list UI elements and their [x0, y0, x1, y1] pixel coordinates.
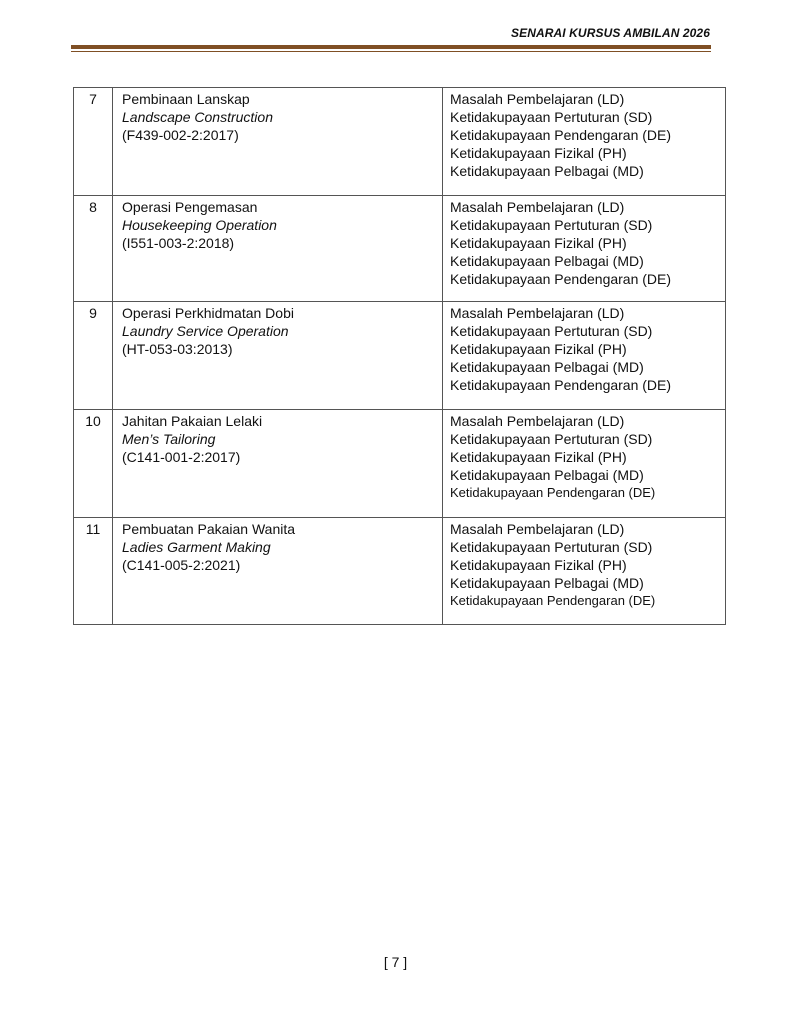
category-item: Masalah Pembelajaran (LD) [450, 413, 625, 429]
category-item: Ketidakupayaan Pelbagai (MD) [450, 253, 644, 269]
course-cell [113, 88, 443, 196]
course-name: Operasi Pengemasan [122, 199, 258, 215]
course-code: (HT-053-03:2013) [122, 341, 233, 357]
course-cell [113, 518, 443, 625]
category-item: Ketidakupayaan Fizikal (PH) [450, 341, 627, 357]
category-item: Masalah Pembelajaran (LD) [450, 199, 625, 215]
category-item: Ketidakupayaan Pelbagai (MD) [450, 467, 644, 483]
category-item: Ketidakupayaan Pelbagai (MD) [450, 359, 644, 375]
category-item: Ketidakupayaan Pendengaran (DE) [450, 593, 656, 608]
category-cell [443, 410, 726, 518]
header-rule-thin [71, 51, 711, 52]
row-number: 7 [74, 88, 113, 196]
category-cell [443, 518, 726, 625]
course-name-english: Laundry Service Operation [122, 323, 289, 339]
category-item: Ketidakupayaan Fizikal (PH) [450, 557, 627, 573]
course-name-english: Landscape Construction [122, 109, 273, 125]
category-item: Ketidakupayaan Fizikal (PH) [450, 449, 627, 465]
table-row [74, 196, 726, 302]
category-item: Ketidakupayaan Pertuturan (SD) [450, 217, 653, 233]
category-item: Ketidakupayaan Pelbagai (MD) [450, 575, 644, 591]
table-row [74, 410, 726, 518]
category-item: Ketidakupayaan Fizikal (PH) [450, 235, 627, 251]
course-name-english: Ladies Garment Making [122, 539, 271, 555]
category-cell [443, 196, 726, 302]
category-item: Ketidakupayaan Pendengaran (DE) [450, 127, 672, 143]
category-item: Ketidakupayaan Pertuturan (SD) [450, 323, 653, 339]
course-cell [113, 302, 443, 410]
page-number: [ 7 ] [383, 954, 408, 970]
course-table [73, 87, 726, 625]
table-row [74, 88, 726, 196]
course-name: Pembuatan Pakaian Wanita [122, 521, 296, 537]
course-name: Jahitan Pakaian Lelaki [122, 413, 263, 429]
header-rule-thick [71, 45, 711, 49]
category-item: Ketidakupayaan Pendengaran (DE) [450, 485, 656, 500]
course-cell [113, 196, 443, 302]
course-name: Operasi Perkhidmatan Dobi [122, 305, 294, 321]
course-name-english: Housekeeping Operation [122, 217, 277, 233]
category-cell [443, 302, 726, 410]
course-name: Pembinaan Lanskap [122, 91, 250, 107]
table-row [74, 302, 726, 410]
course-code: (C141-005-2:2021) [122, 557, 241, 573]
category-item: Ketidakupayaan Fizikal (PH) [450, 145, 627, 161]
course-code: (F439-002-2:2017) [122, 127, 239, 143]
category-item: Masalah Pembelajaran (LD) [450, 305, 625, 321]
table-row [74, 518, 726, 625]
category-item: Masalah Pembelajaran (LD) [450, 91, 625, 107]
category-item: Ketidakupayaan Pertuturan (SD) [450, 109, 653, 125]
row-number: 11 [74, 518, 113, 625]
course-code: (C141-001-2:2017) [122, 449, 241, 465]
course-name-english: Men’s Tailoring [122, 431, 216, 447]
category-item: Ketidakupayaan Pendengaran (DE) [450, 271, 672, 287]
page-header-title: SENARAI KURSUS AMBILAN 2026 [511, 26, 710, 40]
row-number: 10 [74, 410, 113, 518]
category-item: Ketidakupayaan Pendengaran (DE) [450, 377, 672, 393]
category-item: Ketidakupayaan Pelbagai (MD) [450, 163, 644, 179]
category-cell [443, 88, 726, 196]
category-item: Ketidakupayaan Pertuturan (SD) [450, 539, 653, 555]
course-code: (I551-003-2:2018) [122, 235, 235, 251]
category-item: Masalah Pembelajaran (LD) [450, 521, 625, 537]
category-item: Ketidakupayaan Pertuturan (SD) [450, 431, 653, 447]
row-number: 9 [74, 302, 113, 410]
course-cell [113, 410, 443, 518]
row-number: 8 [74, 196, 113, 302]
